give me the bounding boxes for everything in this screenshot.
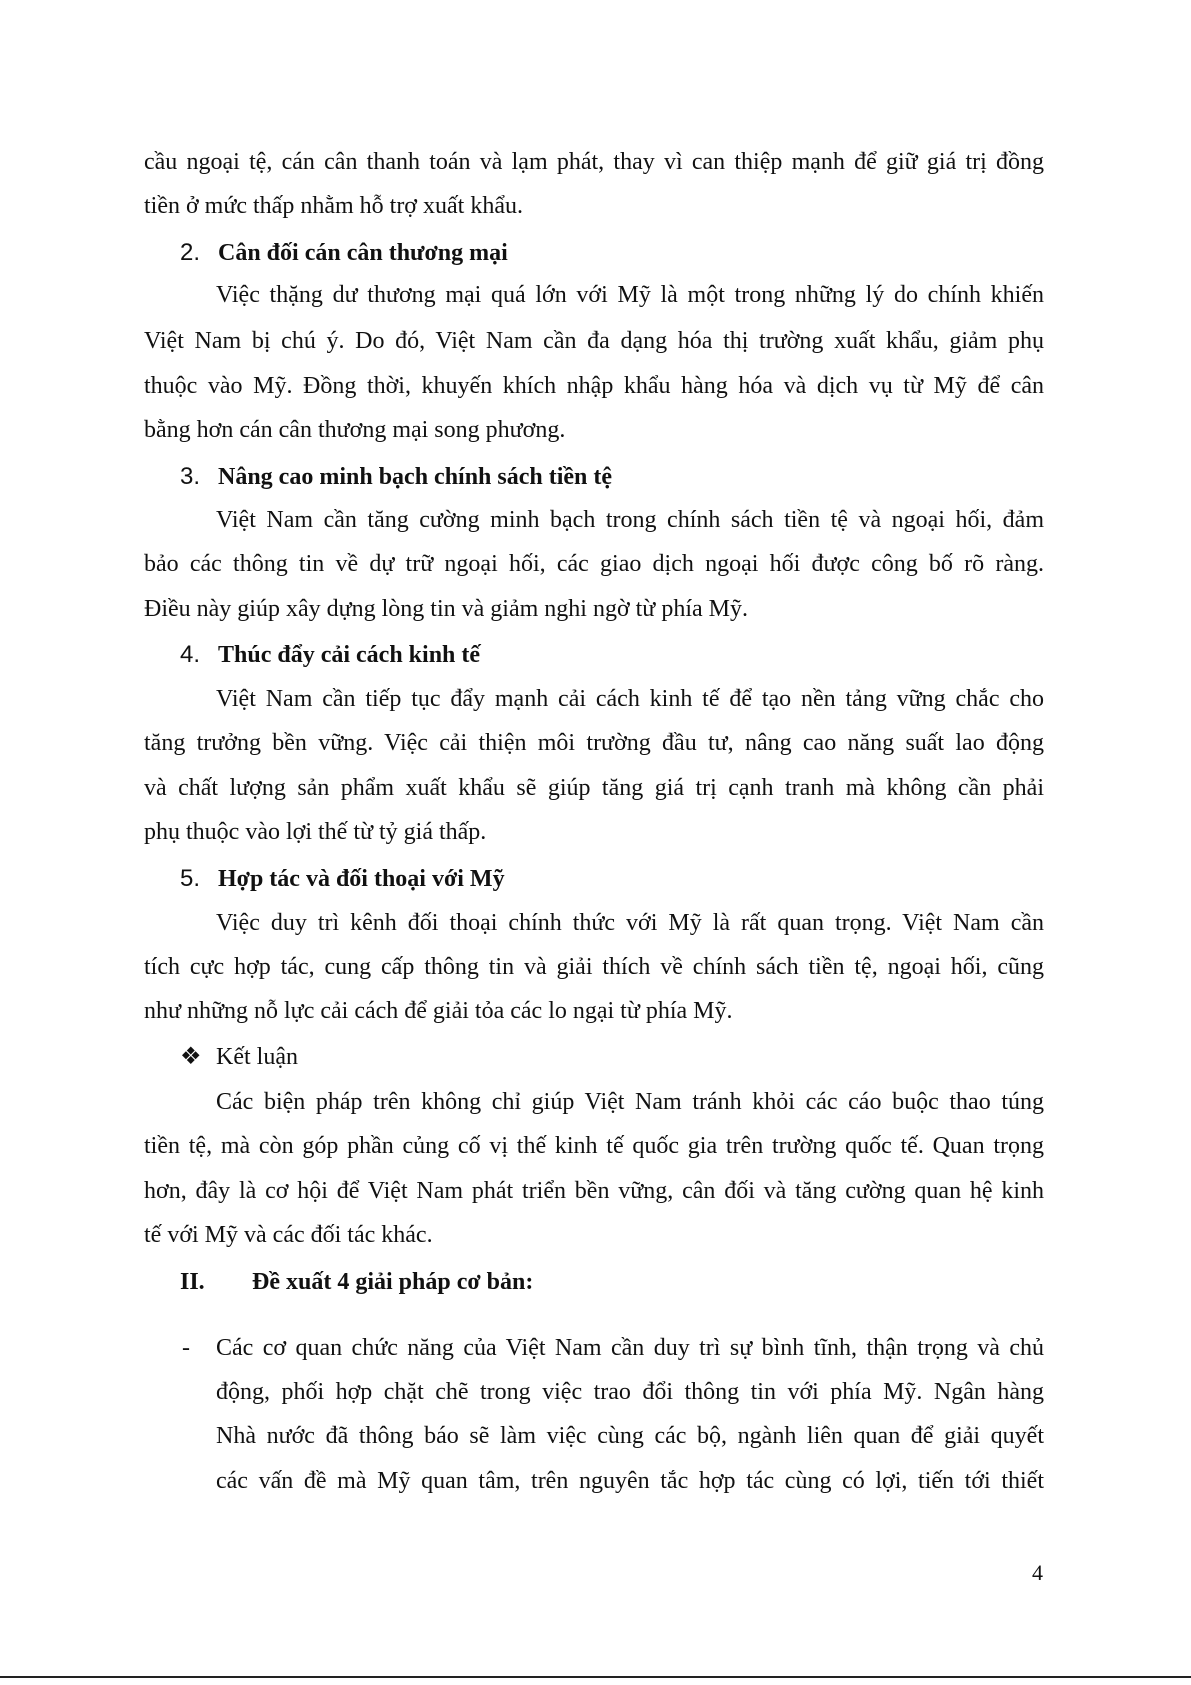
section-heading: Nâng cao minh bạch chính sách tiền tệ — [218, 464, 613, 490]
section-number: 2. — [180, 239, 201, 266]
body-text-line: Việc duy trì kênh đối thoại chính thức với Mỹ là rất quan trọng. Việt Nam cần — [216, 910, 1044, 936]
section-heading: Hợp tác và đối thoại với Mỹ — [218, 866, 505, 892]
body-text-line: các vấn đề mà Mỹ quan tâm, trên nguyên tắc hợp tác cùng có lợi, tiến tới thiết — [216, 1468, 1044, 1494]
body-text-line: cầu ngoại tệ, cán cân thanh toán và lạm phát, thay vì can thiệp mạnh để giữ giá trị đồng — [144, 149, 1044, 175]
conclusion-heading: Kết luận — [216, 1044, 298, 1070]
body-text-line: Các biện pháp trên không chỉ giúp Việt Nam tránh khỏi các cáo buộc thao túng — [216, 1089, 1044, 1115]
body-text-line: tế với Mỹ và các đối tác khác. — [144, 1222, 433, 1248]
body-text-line: Việt Nam cần tăng cường minh bạch trong chính sách tiền tệ và ngoại hối, đảm — [216, 507, 1044, 533]
body-text-line: thuộc vào Mỹ. Đồng thời, khuyến khích nhập khẩu hàng hóa và dịch vụ từ Mỹ để cân — [144, 373, 1044, 399]
body-text-line: Việt Nam bị chú ý. Do đó, Việt Nam cần đa dạng hóa thị trường xuất khẩu, giảm phụ — [144, 328, 1044, 354]
body-text-line: tiền tệ, mà còn góp phần củng cố vị thế kinh tế quốc gia trên trường quốc tế. Quan trọng — [144, 1133, 1044, 1159]
body-text-line: bằng hơn cán cân thương mại song phương. — [144, 417, 566, 443]
body-text-line: bảo các thông tin về dự trữ ngoại hối, các giao dịch ngoại hối được công bố rõ ràng. — [144, 551, 1044, 577]
body-text-line: Điều này giúp xây dựng lòng tin và giảm nghi ngờ từ phía Mỹ. — [144, 596, 748, 622]
body-text-line: tiền ở mức thấp nhằm hỗ trợ xuất khẩu. — [144, 193, 523, 219]
part-heading: Đề xuất 4 giải pháp cơ bản: — [252, 1269, 534, 1295]
body-text-line: hơn, đây là cơ hội để Việt Nam phát triển bền vững, cân đối và tăng cường quan hệ kinh — [144, 1178, 1044, 1204]
section-heading: Thúc đẩy cải cách kinh tế — [218, 642, 481, 668]
diamond-bullet-icon: ❖ — [180, 1044, 202, 1070]
body-text-line: tăng trưởng bền vững. Việc cải thiện môi trường đầu tư, nâng cao năng suất lao động — [144, 730, 1044, 756]
body-text-line: Việt Nam cần tiếp tục đẩy mạnh cải cách kinh tế để tạo nền tảng vững chắc cho — [216, 686, 1044, 712]
section-number: 4. — [180, 641, 201, 668]
section-heading: Cân đối cán cân thương mại — [218, 240, 508, 266]
section-number: 5. — [180, 865, 201, 892]
page-number: 4 — [1032, 1560, 1043, 1585]
dash-bullet-icon: - — [182, 1335, 190, 1361]
body-text-line: động, phối hợp chặt chẽ trong việc trao đổi thông tin với phía Mỹ. Ngân hàng — [216, 1379, 1044, 1405]
bottom-divider — [0, 1676, 1191, 1678]
part-number: II. — [180, 1269, 205, 1295]
body-text-line: phụ thuộc vào lợi thế từ tỷ giá thấp. — [144, 819, 487, 845]
body-text-line: Việc thặng dư thương mại quá lớn với Mỹ là một trong những lý do chính khiến — [216, 282, 1044, 308]
body-text-line: tích cực hợp tác, cung cấp thông tin và giải thích về chính sách tiền tệ, ngoại hối, cũng — [144, 954, 1044, 980]
body-text-line: Nhà nước đã thông báo sẽ làm việc cùng các bộ, ngành liên quan để giải quyết — [216, 1423, 1044, 1449]
body-text-line: Các cơ quan chức năng của Việt Nam cần duy trì sự bình tĩnh, thận trọng và chủ — [216, 1335, 1044, 1361]
body-text-line: và chất lượng sản phẩm xuất khẩu sẽ giúp tăng giá trị cạnh tranh mà không cần phải — [144, 775, 1044, 801]
body-text-line: như những nỗ lực cải cách để giải tỏa các lo ngại từ phía Mỹ. — [144, 998, 733, 1024]
section-number: 3. — [180, 463, 201, 490]
